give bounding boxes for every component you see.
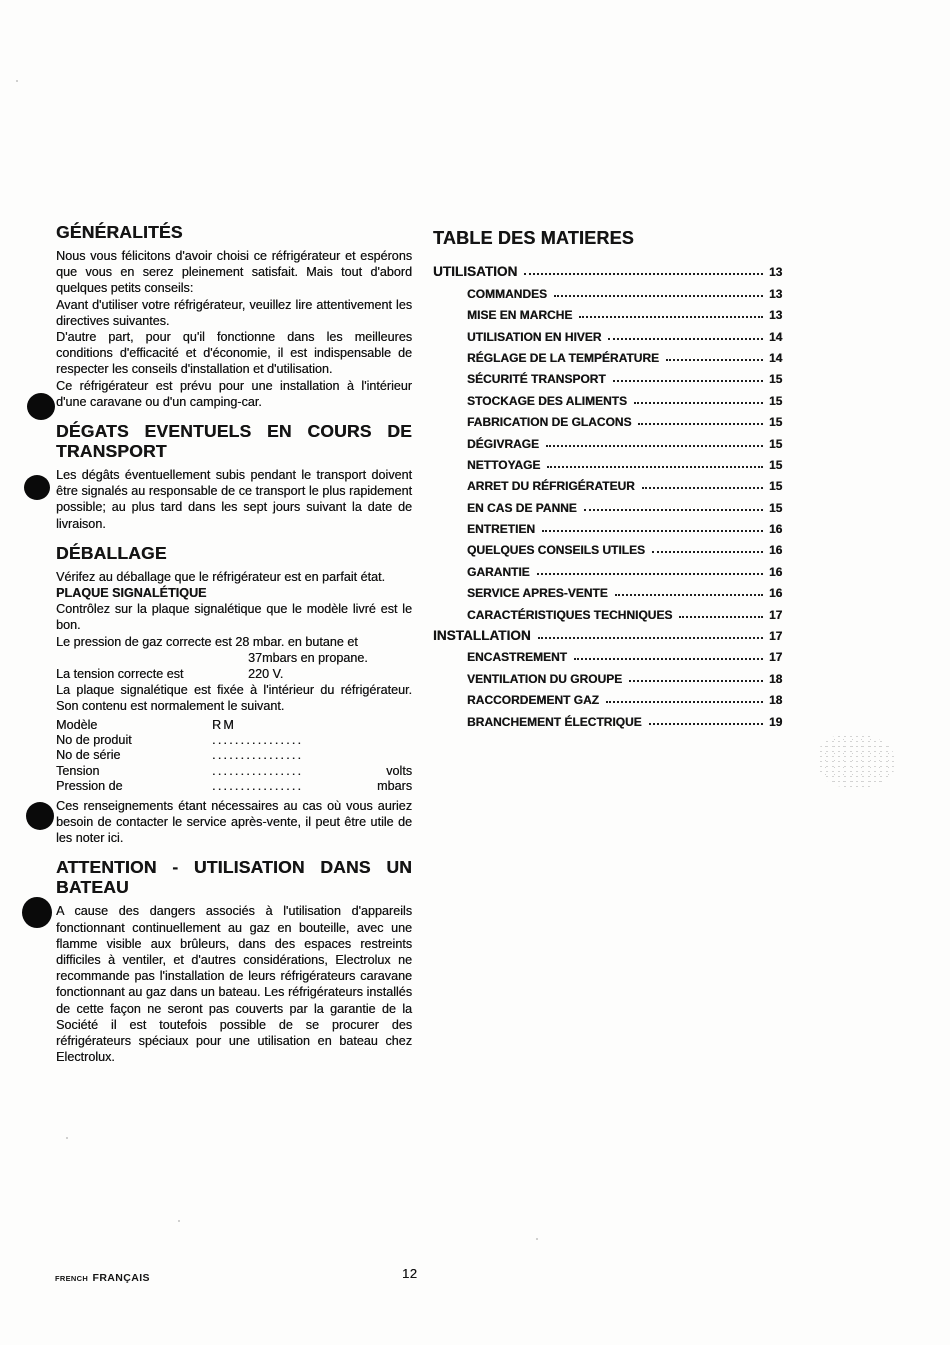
toc-entry-label: QUELQUES CONSEILS UTILES (467, 543, 646, 558)
toc-entry-label: DÉGIVRAGE (467, 436, 540, 451)
voltage-line (56, 666, 412, 682)
toc-entry-page-number: 13 (769, 308, 783, 323)
toc-entry-label: RÉGLAGE DE LA TEMPÉRATURE (467, 350, 660, 365)
toc-entry (433, 472, 793, 493)
toc-dot-leader (679, 616, 763, 618)
punch-hole-mark (26, 802, 54, 830)
rating-plate-fields (56, 718, 412, 795)
toc-entry (433, 579, 793, 600)
punch-hole-mark (27, 393, 55, 420)
toc-dot-leader (542, 530, 763, 532)
toc-dot-leader (537, 573, 763, 575)
footer-language-label (55, 1268, 150, 1286)
toc-entry (433, 279, 793, 300)
toc-entry-label: VENTILATION DU GROUPE (467, 671, 623, 686)
toc-entry-page-number: 19 (769, 714, 783, 729)
toc-dot-leader (638, 423, 763, 425)
gas-pressure-label: Le pression de gaz correcte est (56, 634, 232, 649)
field-label: No de produit (56, 733, 132, 748)
toc-entry-page-number: 15 (769, 372, 783, 387)
page-number: 12 (402, 1266, 418, 1281)
paragraph: Contrôlez sur la plaque signalétique que le modèle livré est le bon. (56, 602, 412, 633)
toc-entry-label: UTILISATION (433, 264, 518, 280)
toc-entry-label: NETTOYAGE (467, 457, 541, 472)
gas-pressure-propane: 37mbars en propane. (248, 650, 368, 665)
toc-dot-leader (606, 701, 763, 703)
left-column (56, 222, 412, 1065)
voltage-value: 220 V. (248, 667, 284, 682)
toc-entry-page-number: 17 (769, 629, 783, 644)
toc-entry-label: GARANTIE (467, 564, 530, 579)
paragraph: Vérifez au déballage que le réfrigérateur est en parfait état. (56, 569, 386, 584)
toc-entry (433, 451, 793, 472)
toc-dot-leader (629, 680, 763, 682)
field-value: ................ (212, 763, 304, 778)
toc-dot-leader (546, 445, 763, 447)
field-value: ................ (212, 733, 304, 748)
toc-dot-leader (608, 338, 763, 340)
subheading-plaque-signaletique: PLAQUE SIGNALÉTIQUE (56, 586, 207, 601)
toc-entry (433, 322, 793, 343)
toc-entry (433, 258, 793, 279)
toc-dot-leader (652, 551, 763, 553)
toc-entry-label: CARACTÉRISTIQUES TECHNIQUES (467, 607, 673, 622)
paragraph: Les dégâts éventuellement subis pendant le transport doivent être signalés au responsable de ce transport le plus rapidement possible; au plus tard dans les sept jours suivant la date de livraison. (56, 468, 412, 531)
scan-speck (536, 1238, 538, 1240)
toc-entry (433, 365, 793, 386)
section-heading-deballage: DÉBALLAGE (56, 542, 167, 563)
field-label: Modèle (56, 717, 98, 732)
toc-entry-page-number: 13 (769, 265, 783, 280)
field-value: RM (212, 717, 236, 732)
punch-hole-mark (24, 475, 50, 500)
toc-entry-page-number: 15 (769, 393, 783, 408)
toc-dot-leader (615, 594, 763, 596)
toc-entry-page-number: 16 (769, 522, 783, 537)
field-value: ................ (212, 779, 304, 794)
toc-entry-page-number: 17 (769, 650, 783, 665)
scan-speck (178, 1220, 180, 1222)
toc-entry-label: COMMANDES (467, 286, 547, 301)
toc-dot-leader (634, 402, 763, 404)
toc-entry (433, 408, 793, 429)
toc-entry (433, 600, 793, 621)
toc-dot-leader (613, 380, 763, 382)
rating-plate-row (56, 764, 412, 779)
toc-dot-leader (642, 487, 763, 489)
field-unit: mbars (377, 779, 412, 794)
toc-entry (433, 664, 793, 685)
toc-entry-page-number: 15 (769, 457, 783, 472)
toc-entry-label: BRANCHEMENT ÉLECTRIQUE (467, 714, 642, 729)
toc-entry-page-number: 14 (769, 350, 783, 365)
toc-entry-label: RACCORDEMENT GAZ (467, 693, 599, 708)
paragraph: Ces renseignements étant nécessaires au cas où vous auriez besoin de contacter le service après-vente, il peut être utile de les noter ici. (56, 798, 412, 846)
toc-dot-leader (554, 295, 763, 297)
toc-entry (433, 643, 793, 664)
paragraph: Ce réfrigérateur est prévu pour une installation à l'intérieur d'une caravane ou d'un camping-car. (56, 378, 412, 409)
section-heading-generalites: GÉNÉRALITÉS (56, 222, 183, 242)
toc-entry-page-number: 15 (769, 500, 783, 515)
toc-dot-leader (584, 509, 763, 511)
field-label: Tension (56, 763, 100, 778)
toc-entry-label: FABRICATION DE GLACONS (467, 415, 632, 430)
rating-plate-row (56, 748, 412, 763)
toc-entries (433, 258, 793, 729)
toc-entry-page-number: 18 (769, 693, 783, 708)
scan-smudge (818, 734, 896, 788)
toc-entry-page-number: 17 (769, 607, 783, 622)
toc-dot-leader (574, 658, 763, 660)
toc-entry-page-number: 16 (769, 586, 783, 601)
paragraph: La plaque signalétique est fixée à l'intérieur du réfrigérateur. Son contenu est normalement le suivant. (56, 683, 412, 714)
paragraph: D'autre part, pour qu'il fonctionne dans les meilleures conditions d'efficacité et d'économie, il est indispensable de respecter les conseils d'installation et d'utilisation. (56, 330, 412, 377)
toc-entry-page-number: 16 (769, 543, 783, 558)
field-label: Pression de (56, 779, 123, 794)
toc-entry (433, 301, 793, 322)
toc-entry-label: ENCASTREMENT (467, 650, 568, 665)
footer-language-big: FRANÇAIS (92, 1272, 150, 1284)
footer-language-small: FRENCH (55, 1274, 89, 1283)
toc-entry (433, 429, 793, 450)
toc-entry-label: ARRET DU RÉFRIGÉRATEUR (467, 479, 635, 494)
toc-title: TABLE DES MATIERES (433, 228, 634, 248)
section-heading-degats-transport: DÉGATS EVENTUELS EN COURS DE TRANSPORT (56, 421, 412, 462)
toc-entry-page-number: 15 (769, 436, 783, 451)
gas-pressure-line (56, 634, 412, 650)
toc-entry-page-number: 15 (769, 479, 783, 494)
toc-entry (433, 536, 793, 557)
rating-plate-row (56, 733, 412, 748)
toc-dot-leader (649, 723, 763, 725)
paragraph: Nous vous félicitons d'avoir choisi ce réfrigérateur et espérons que vous en serez pleinement satisfait. Mais tout d'abord quelques petits conseils: (56, 249, 412, 296)
toc-entry (433, 386, 793, 407)
toc-entry-page-number: 16 (769, 564, 783, 579)
toc-entry-label: SÉCURITÉ TRANSPORT (467, 372, 606, 387)
toc-entry-label: EN CAS DE PANNE (467, 500, 577, 515)
toc-dot-leader (547, 466, 763, 468)
scan-speck (66, 1137, 68, 1139)
punch-hole-mark (22, 897, 52, 928)
rating-plate-row (56, 779, 412, 794)
table-of-contents (433, 228, 793, 729)
toc-entry-page-number: 18 (769, 671, 783, 686)
paragraph: Avant d'utiliser votre réfrigérateur, veuillez lire attentivement les directives suivantes. (56, 297, 412, 328)
toc-entry-label: UTILISATION EN HIVER (467, 329, 602, 344)
field-label: No de série (56, 748, 121, 763)
scan-speck (16, 80, 18, 82)
toc-dot-leader (524, 273, 763, 275)
toc-entry-label: STOCKAGE DES ALIMENTS (467, 393, 628, 408)
field-unit: volts (386, 763, 412, 778)
toc-entry-label: ENTRETIEN (467, 522, 536, 537)
toc-entry (433, 622, 793, 643)
toc-dot-leader (666, 359, 763, 361)
gas-pressure-value: 28 mbar. en butane et (235, 634, 358, 649)
toc-entry (433, 707, 793, 728)
toc-entry-label: SERVICE APRES-VENTE (467, 586, 608, 601)
toc-entry (433, 344, 793, 365)
paragraph: A cause des dangers associés à l'utilisation d'appareils fonctionnant continuellement au gaz en bouteille, avec une flamme visible aux brûleurs, dans des espaces restreints difficiles à ventiler, et d'autres considérations, Electrolux ne recommande pas l'installation de leurs réfrigérateurs caravane fonctionnant au gaz dans un bateau. Les réfrigérateurs installés de cette façon ne seront pas couverts par la garantie de la Société il est toutefois possible de se procurer des réfrigérateurs spéciaux pour une utilisation en bateau chez Electrolux. (56, 904, 412, 1065)
toc-dot-leader (538, 637, 763, 639)
rating-plate-row (56, 718, 412, 733)
toc-entry (433, 515, 793, 536)
toc-entry-page-number: 13 (769, 286, 783, 301)
toc-entry (433, 493, 793, 514)
toc-entry (433, 686, 793, 707)
field-value: ................ (212, 748, 304, 763)
toc-entry-page-number: 15 (769, 415, 783, 430)
toc-entry-page-number: 14 (769, 329, 783, 344)
section-heading-attention-bateau: ATTENTION - UTILISATION DANS UN BATEAU (56, 857, 412, 898)
toc-dot-leader (579, 316, 763, 318)
toc-entry (433, 557, 793, 578)
toc-entry-label: INSTALLATION (433, 628, 531, 644)
voltage-label: La tension correcte est (56, 667, 184, 682)
toc-entry-label: MISE EN MARCHE (467, 308, 573, 323)
